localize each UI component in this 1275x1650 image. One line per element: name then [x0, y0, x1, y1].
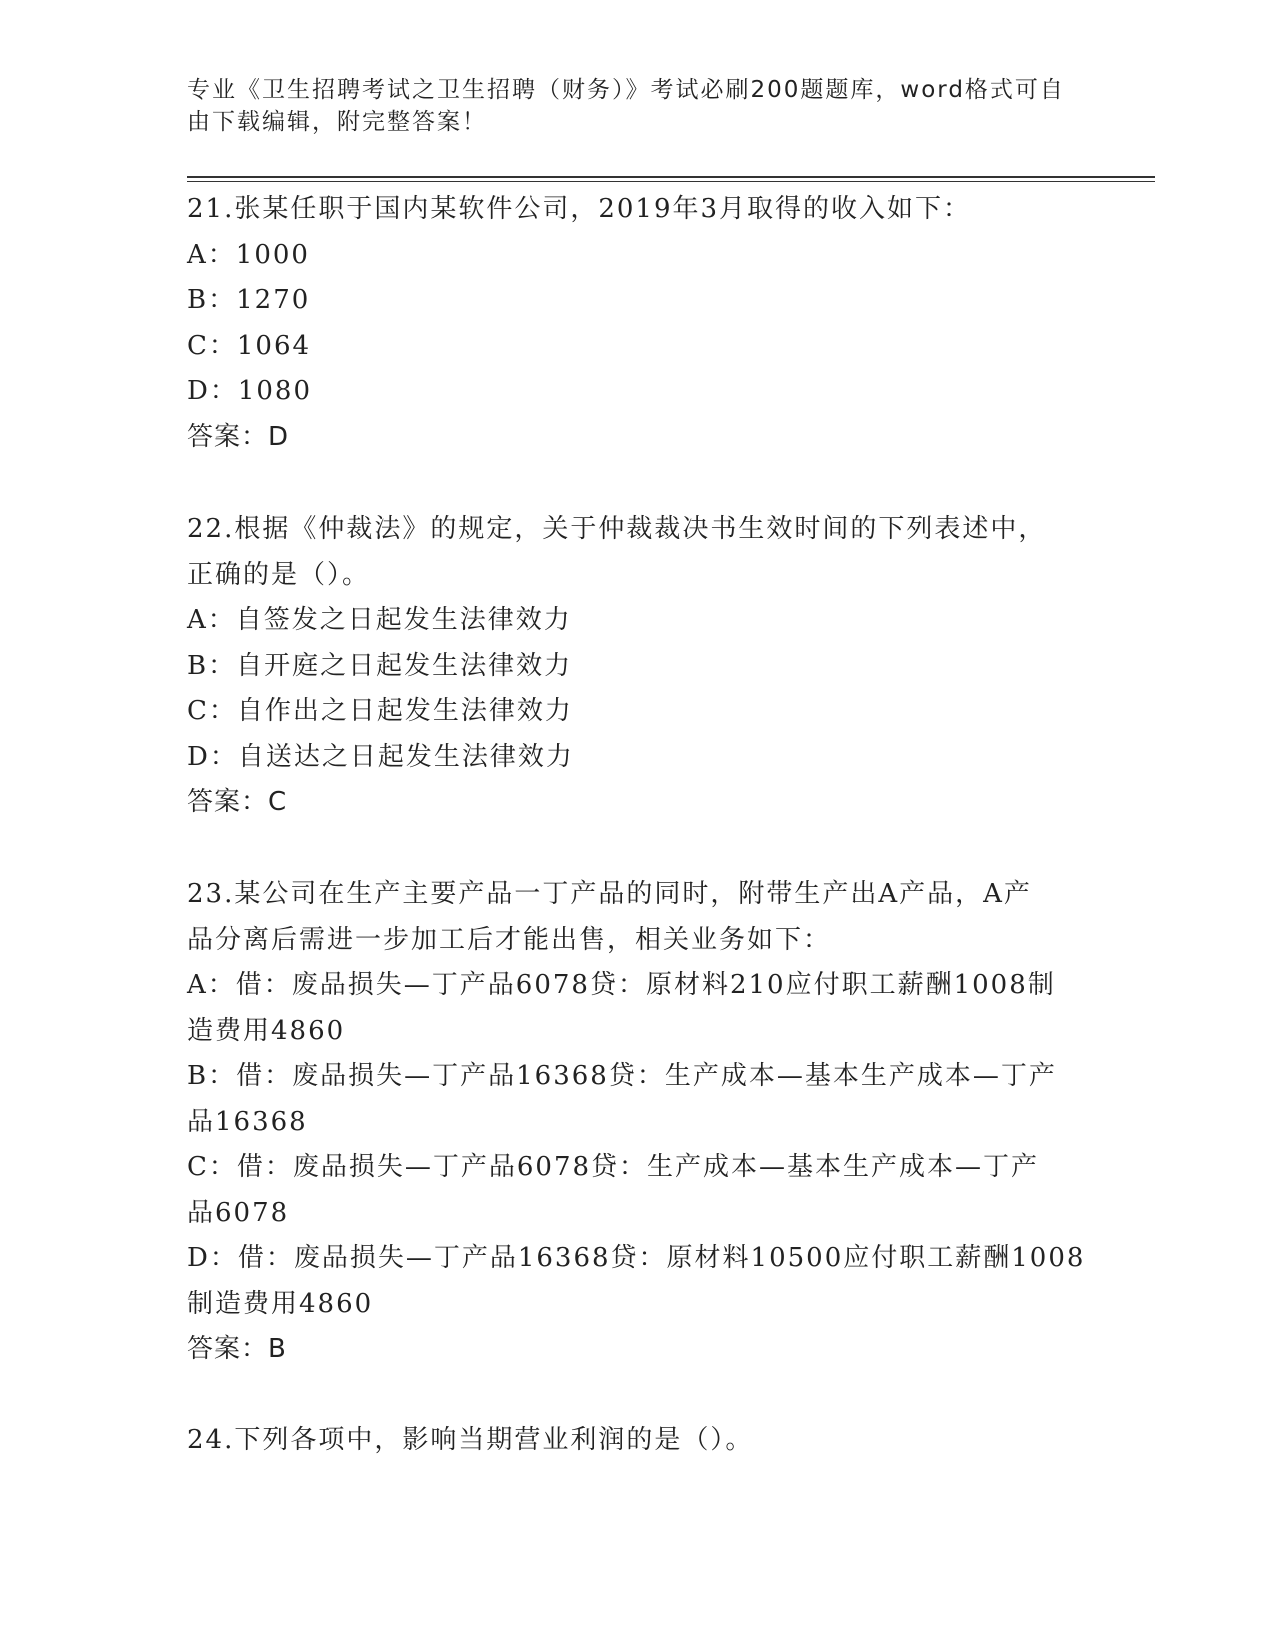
option-d-cont: 制造费用4860: [187, 1288, 374, 1319]
option-b: B：1270: [187, 285, 311, 315]
option-c: C：自作出之日起发生法律效力: [187, 696, 573, 726]
header-divider-thick: [187, 176, 1155, 178]
option-a: A：自签发之日起发生法律效力: [187, 605, 572, 635]
answer: 答案：D: [187, 421, 290, 452]
question-stem: 22.根据《仲裁法》的规定，关于仲裁裁决书生效时间的下列表述中，: [187, 514, 1047, 544]
option-a-cont: 造费用4860: [187, 1015, 346, 1046]
option-c: C：借：废品损失—丁产品6078贷：生产成本—基本生产成本—丁产: [187, 1152, 1040, 1182]
option-b: B：借：废品损失—丁产品16368贷：生产成本—基本生产成本—丁产: [187, 1061, 1057, 1091]
option-d: D：借：废品损失—丁产品16368贷：原材料10500应付职工薪酬1008: [187, 1243, 1086, 1273]
question-stem: 23.某公司在生产主要产品一丁产品的同时，附带生产出A产品，A产: [187, 879, 1032, 909]
option-d: D：1080: [187, 376, 313, 406]
option-b-cont: 品16368: [187, 1106, 308, 1137]
question-22: [187, 507, 1087, 826]
header-line-2: 由下载编辑，附完整答案！: [187, 109, 487, 135]
question-stem-cont: 品分离后需进一步加工后才能出售，相关业务如下：: [187, 924, 832, 955]
option-a: A：1000: [187, 239, 310, 270]
question-23: [187, 872, 1087, 1373]
answer: 答案：C: [187, 787, 288, 817]
header-line-1: 专业《卫生招聘考试之卫生招聘（财务）》考试必刷200题题库，word格式可自: [187, 77, 1065, 103]
question-stem: 24.下列各项中，影响当期营业利润的是（）。: [187, 1425, 754, 1455]
option-c: C：1064: [187, 330, 312, 361]
header-divider-thin: [187, 181, 1155, 182]
option-b: B：自开庭之日起发生法律效力: [187, 650, 573, 681]
answer: 答案：B: [187, 1334, 287, 1364]
question-24: [187, 1418, 1087, 1464]
option-a: A：借：废品损失—丁产品6078贷：原材料210应付职工薪酬1008制: [187, 970, 1056, 1000]
question-stem-cont: 正确的是（）。: [187, 559, 371, 590]
question-21: [187, 187, 1087, 460]
question-stem: 21.张某任职于国内某软件公司，2019年3月取得的收入如下：: [187, 194, 972, 224]
document-header: [187, 74, 1067, 138]
option-d: D：自送达之日起发生法律效力: [187, 741, 574, 772]
option-c-cont: 品6078: [187, 1197, 290, 1228]
